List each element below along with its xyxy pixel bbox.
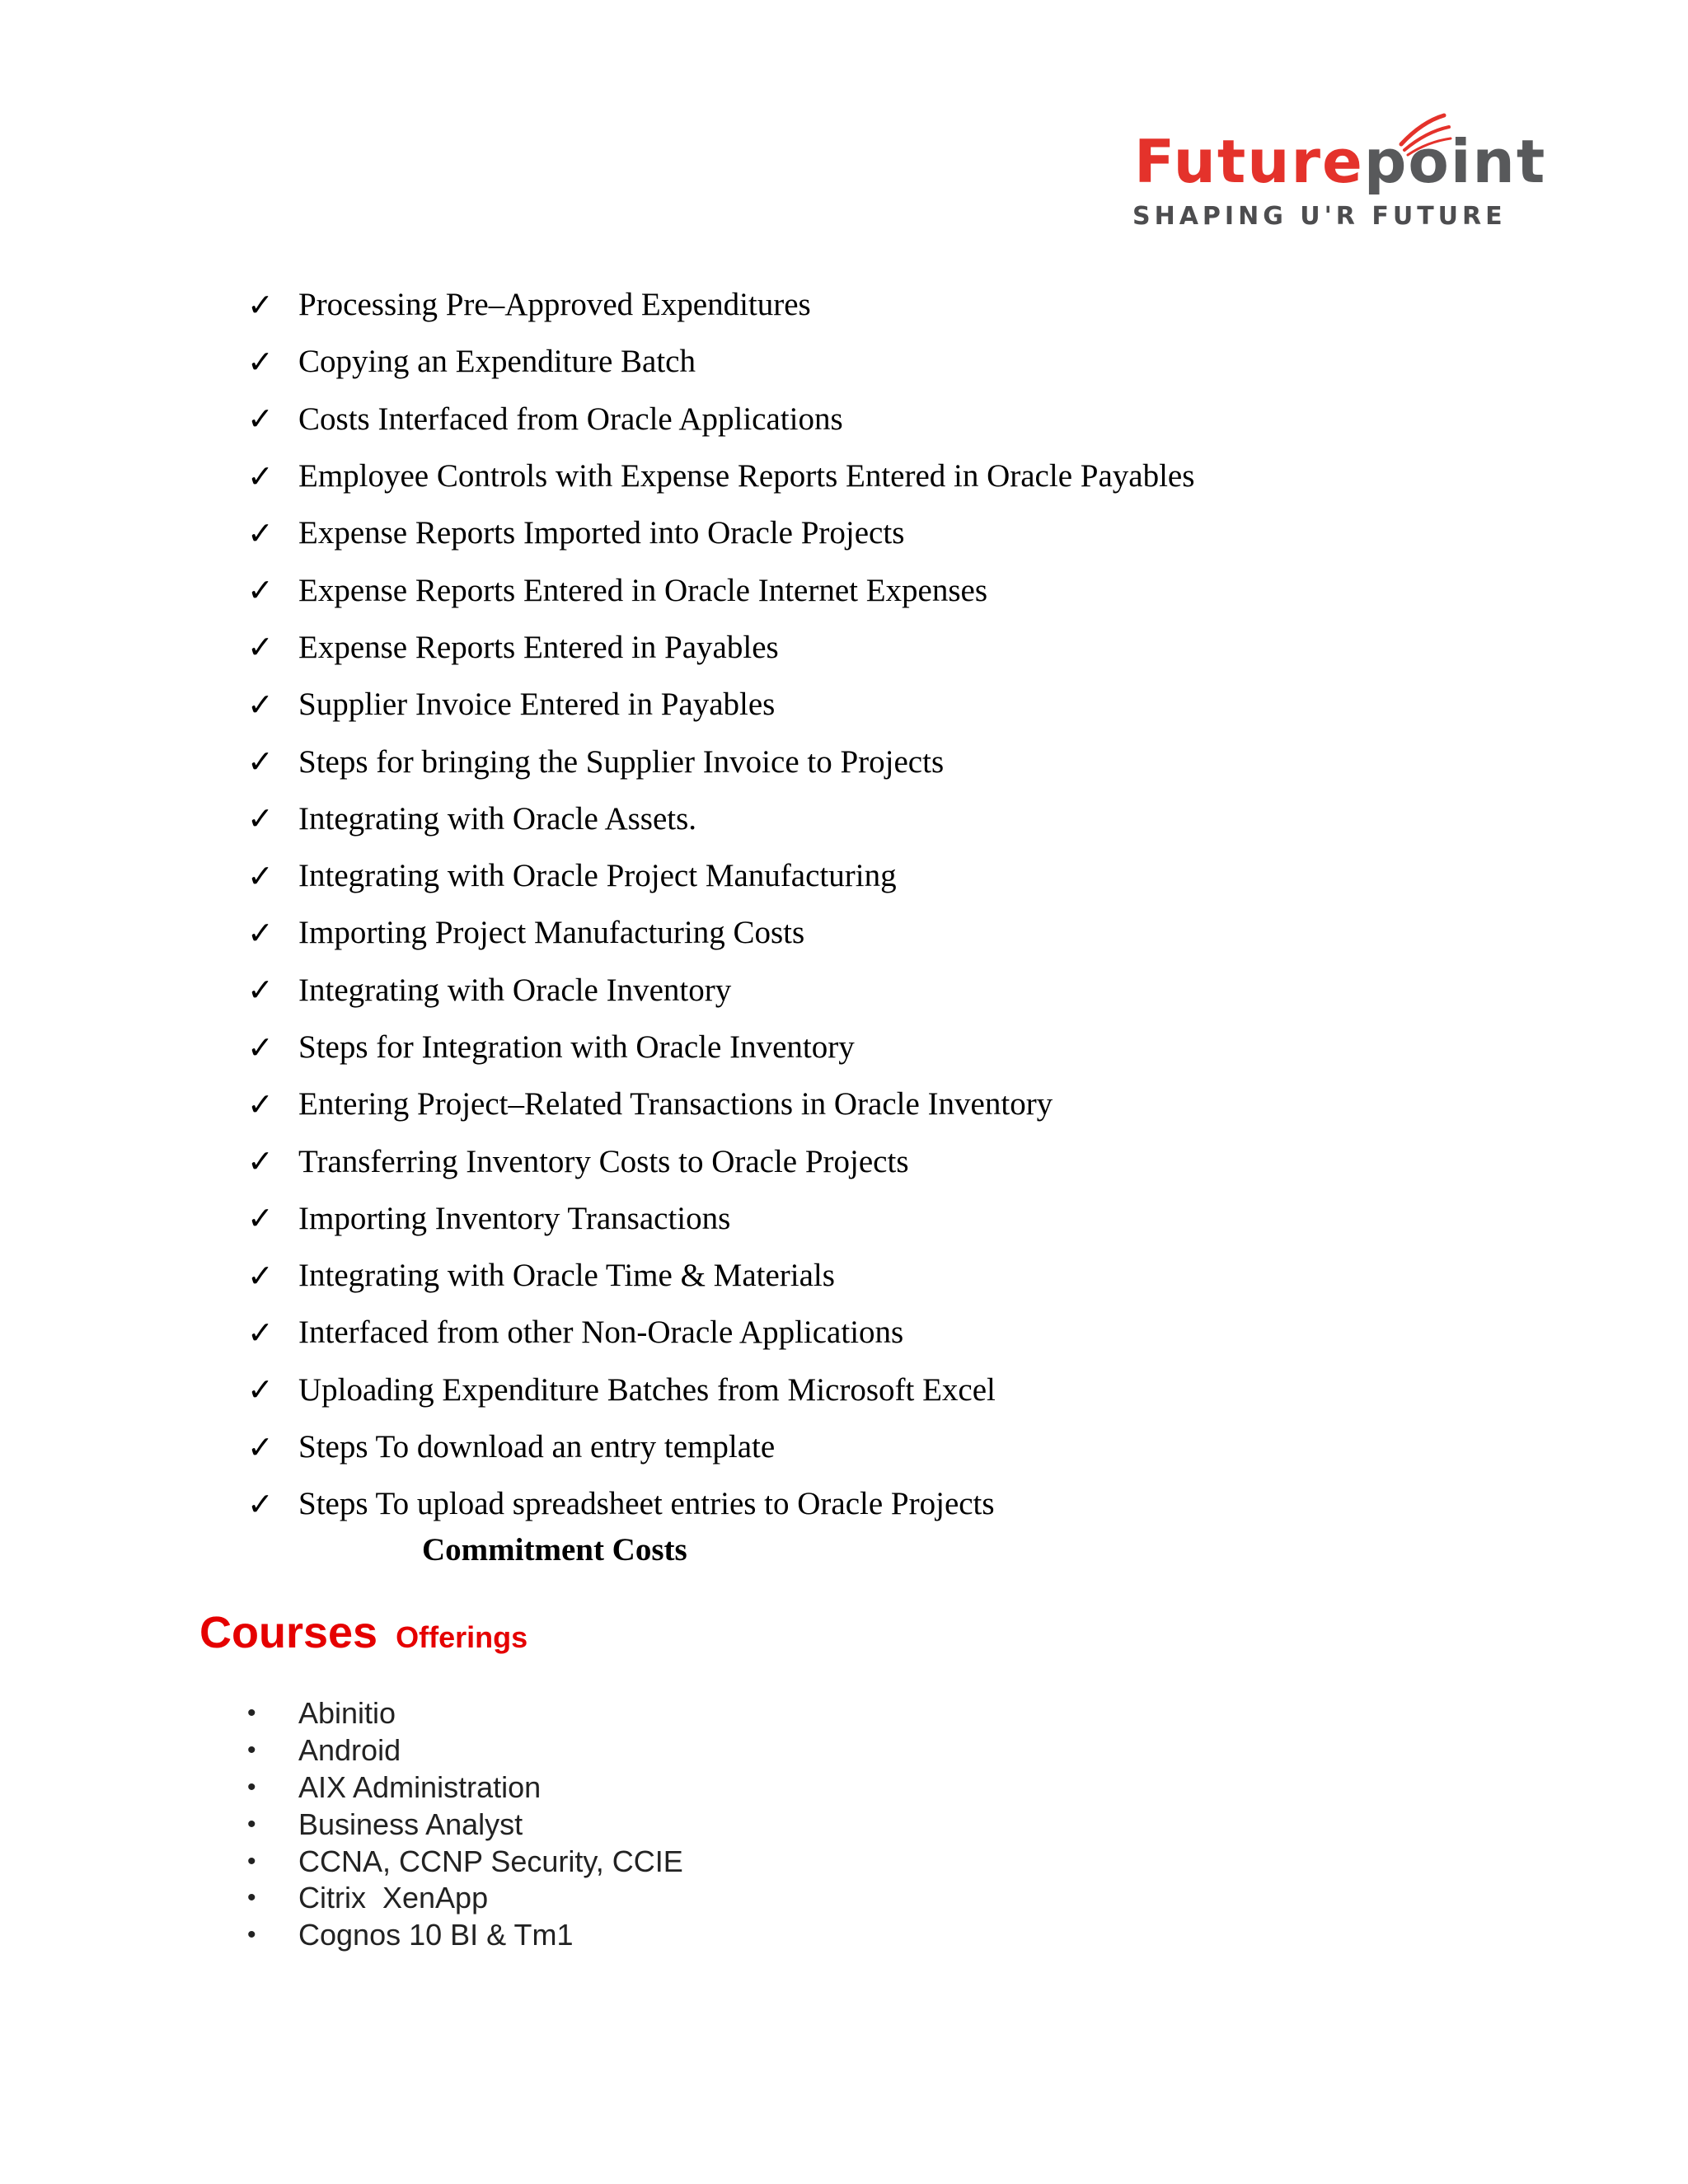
checklist-item: [247, 1247, 1194, 1304]
bullet-icon: •: [247, 1699, 256, 1727]
bullet-icon: •: [247, 1921, 256, 1949]
checkmark-icon: ✓: [247, 1085, 274, 1122]
course-item: [247, 1806, 683, 1843]
checklist-item-label: Supplier Invoice Entered in Payables: [298, 687, 776, 723]
course-item-label: Abinitio: [298, 1696, 396, 1731]
checklist-item: [247, 847, 1194, 904]
course-item-label: Business Analyst: [298, 1807, 523, 1841]
checkmark-icon: ✓: [247, 343, 274, 380]
checklist-item: [247, 504, 1194, 561]
checklist-item: [247, 1132, 1194, 1189]
course-item-label: Cognos 10 BI & Tm1: [298, 1918, 574, 1952]
checklist-item-label: Expense Reports Imported into Oracle Projects: [298, 515, 905, 551]
checkmark-icon: ✓: [247, 514, 274, 551]
checkmark-icon: ✓: [247, 1428, 274, 1465]
bullet-icon: •: [247, 1736, 256, 1765]
checklist-item-label: Integrating with Oracle Inventory: [298, 972, 732, 1008]
checklist-item-label: Entering Project–Related Transactions in Oracle Inventory: [298, 1086, 1053, 1122]
bullet-icon: •: [247, 1847, 256, 1875]
checklist-item-label: Integrating with Oracle Assets.: [298, 800, 697, 837]
checklist-item: [247, 1019, 1194, 1076]
course-item-label: Citrix XenApp: [298, 1881, 489, 1915]
courses-list: [247, 1695, 683, 1954]
course-item-label: CCNA, CCNP Security, CCIE: [298, 1844, 683, 1878]
checkmark-icon: ✓: [247, 572, 274, 609]
section-heading-commitment-costs: Commitment Costs: [422, 1532, 687, 1568]
course-item-label: Android: [298, 1733, 401, 1768]
course-item: [247, 1695, 683, 1732]
bullet-icon: •: [247, 1810, 256, 1838]
syllabus-checklist: [247, 276, 1194, 1533]
courses-heading: [199, 1607, 528, 1658]
checklist-item: [247, 676, 1194, 733]
checkmark-icon: ✓: [247, 1029, 274, 1066]
checklist-item-label: Steps for Integration with Oracle Inventory: [298, 1029, 855, 1065]
checklist-item-label: Employee Controls with Expense Reports Entered in Oracle Payables: [298, 458, 1195, 494]
checklist-item-label: Integrating with Oracle Time & Materials: [298, 1258, 835, 1294]
checkmark-icon: ✓: [247, 1371, 274, 1408]
checklist-item-label: Interfaced from other Non-Oracle Applications: [298, 1315, 904, 1351]
checklist-item-label: Importing Inventory Transactions: [298, 1200, 731, 1236]
checklist-item: [247, 276, 1194, 333]
courses-subtitle: Offerings: [396, 1620, 528, 1654]
checkmark-icon: ✓: [247, 972, 274, 1009]
course-item: [247, 1880, 683, 1917]
checklist-item: [247, 1475, 1194, 1532]
checklist-item-label: Copying an Expenditure Batch: [298, 344, 696, 380]
checkmark-icon: ✓: [247, 1314, 274, 1351]
course-item: [247, 1769, 683, 1807]
checkmark-icon: ✓: [247, 914, 274, 951]
checkmark-icon: ✓: [247, 1143, 274, 1180]
checklist-item-label: Integrating with Oracle Project Manufacturing: [298, 858, 897, 894]
checkmark-icon: ✓: [247, 1485, 274, 1522]
checklist-item: [247, 1418, 1194, 1475]
logo-tagline: SHAPING U'R FUTURE: [1132, 202, 1507, 231]
checklist-item: [247, 1190, 1194, 1247]
checklist-item-label: Steps To download an entry template: [298, 1429, 776, 1465]
course-item: [247, 1843, 683, 1880]
checklist-item-label: Expense Reports Entered in Payables: [298, 629, 779, 665]
logo-wordmark-point: point: [1363, 127, 1547, 196]
checklist-item: [247, 1076, 1194, 1132]
logo-wordmark-future: Future: [1134, 127, 1364, 196]
checklist-item: [247, 391, 1194, 448]
checklist-item-label: Importing Project Manufacturing Costs: [298, 915, 805, 951]
checklist-item: [247, 962, 1194, 1019]
checklist-item: [247, 904, 1194, 961]
checkmark-icon: ✓: [247, 686, 274, 723]
checklist-item: [247, 733, 1194, 790]
checkmark-icon: ✓: [247, 629, 274, 666]
checkmark-icon: ✓: [247, 401, 274, 438]
checkmark-icon: ✓: [247, 1200, 274, 1237]
checklist-item: [247, 790, 1194, 847]
checklist-item-label: Steps for bringing the Supplier Invoice to Projects: [298, 743, 945, 780]
bullet-icon: •: [247, 1773, 256, 1801]
checklist-item: [247, 1361, 1194, 1418]
checkmark-icon: ✓: [247, 286, 274, 323]
checkmark-icon: ✓: [247, 457, 274, 494]
course-item: [247, 1732, 683, 1769]
futurepoint-logo: [1129, 107, 1547, 239]
checklist-item-label: Transferring Inventory Costs to Oracle Projects: [298, 1143, 909, 1179]
checklist-item-label: Costs Interfaced from Oracle Applications: [298, 401, 843, 437]
checkmark-icon: ✓: [247, 800, 274, 837]
checklist-item: [247, 448, 1194, 504]
checkmark-icon: ✓: [247, 857, 274, 894]
checklist-item: [247, 1304, 1194, 1361]
checklist-item-label: Processing Pre–Approved Expenditures: [298, 287, 811, 323]
courses-title: Courses: [199, 1608, 378, 1657]
checklist-item-label: Uploading Expenditure Batches from Microsoft Excel: [298, 1371, 996, 1408]
checklist-item: [247, 333, 1194, 390]
course-item: [247, 1917, 683, 1954]
checklist-item-label: Expense Reports Entered in Oracle Internet Expenses: [298, 572, 988, 608]
checkmark-icon: ✓: [247, 743, 274, 780]
course-item-label: AIX Administration: [298, 1769, 542, 1804]
logo-wordmark: [1134, 127, 1547, 196]
checklist-item-label: Steps To upload spreadsheet entries to Oracle Projects: [298, 1486, 995, 1522]
checkmark-icon: ✓: [247, 1257, 274, 1294]
bullet-icon: •: [247, 1884, 256, 1912]
checklist-item: [247, 561, 1194, 618]
checklist-item: [247, 619, 1194, 676]
